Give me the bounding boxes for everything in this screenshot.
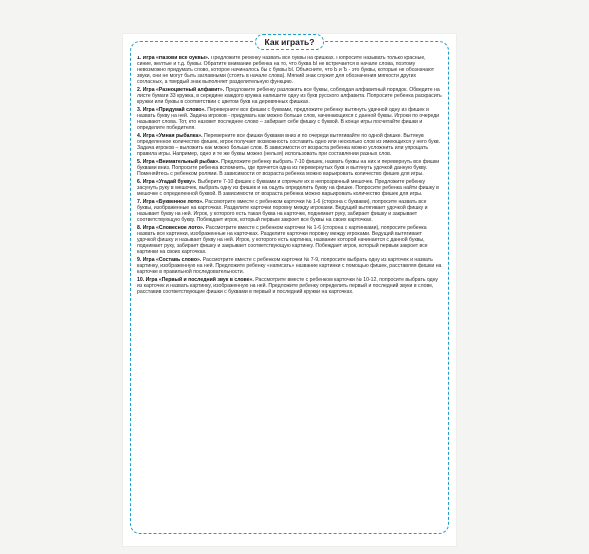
game-text: Предложите ребенку выбрать 7-10 фишек, назвать буквы на них и перевернуть все фишки буквами вниз. Попросите ребенка вспомнить, где прячется одна из перевернутых букв и вытянуть удочкой данную букву. Поменяйтесь с ребенком ролями. В зависимости от возраста ребенка можно варьировать количество фишек для игры. <box>137 159 440 177</box>
game-heading: 1. Игра «Назови все буквы». <box>137 56 210 61</box>
game-text: Выберите 7-10 фишек с буквами и спрячьте их в непрозрачный мешочек. Предложите ребенку засунуть руку в мешочек, выбрать одну из фишек и на ощупь определить букву на фишке. Попросите ребенка найти фишку в мешочке с определенной буквой. В зависимости от возраста ребенка можно варьировать количество фишек для игры. <box>137 179 439 197</box>
dashed-frame <box>130 37 449 534</box>
game-heading: 2. Игра «Разноцветный алфавит». <box>137 86 225 93</box>
game-heading: 3. Игра «Придумай слово». <box>137 107 206 113</box>
game-4 <box>137 134 442 158</box>
game-text: Переверните все фишки буквами вниз и по очереди вытягивайте по одной фишке. Вытянув определенное количество фишек, игрок получает возможность составить одно или несколько слов из имеющихся у него букв. Задача игроков – выложить как можно больше слов. В зависимости от возраста ребенка можно усложнить или упрощать правила игры. Например, одно и те же буквы можно (нельзя) использовать при составлении разных слов. <box>137 133 441 157</box>
instruction-sheet <box>123 34 456 546</box>
game-10 <box>137 278 442 296</box>
game-heading: 6. Игра «Угадай букву». <box>137 179 197 186</box>
games-list <box>137 56 442 527</box>
game-text: Рассмотрите вместе с ребенком карточки № 10-12, попросите выбрать одну из карточек и назвать картинку, изображенную на ней. Предложите ребенку определить первый и последний звуки в слове, расставив соответствующие фишки с буквами в первый и последний кружки на карточках. <box>137 277 438 295</box>
game-heading: 8. Игра «Словесное лото». <box>137 225 205 232</box>
game-7 <box>137 200 442 224</box>
game-text: Рассмотрите вместе с ребенком карточки № 1-6 (сторона с буквами), попросите назвать все буквы, изображенные на карточках. Разделите карточки поровну между игроками. Ведущий вытягивает удочкой фишку и называет букву на ней. Игрок, у которого есть такая буква на карточке, поднимает руку, забирает фишку и закрывает соответствующую букву. Побеждает игрок, который первым закроет все буквы на своих карточках. <box>137 199 428 223</box>
game-text: Переверните все фишки с буквами, предложите ребенку вытянуть удачной одну из фишек и назвать букву на ней. Задача игроков - придумать как можно больше слов, начинающихся с данной буквы. Игроки по очереди называют слова. Тот, кто назовет последнее слово – забирает себе фишку с буквой. В конце игры посчитайте фишки и определите победителя. <box>137 107 440 131</box>
game-text: Предложите ребенку разложить все буквы, соблюдая алфавитный порядок. Обведите на листе бумаги 33 кружка, в середине каждого кружка напишите одну из букв русского алфавита. Попросите ребенка раскрасить кружки или буквы в соответствии с цветом букв на деревянных фишках. <box>137 86 442 105</box>
game-5 <box>137 160 442 178</box>
game-9 <box>137 258 442 276</box>
game-8 <box>137 226 442 256</box>
sheet-title: Как играть? <box>255 34 325 50</box>
game-3 <box>137 108 442 132</box>
game-heading: 9. Игра «Составь слово». <box>137 257 202 264</box>
game-heading: 4. Игра «Умная рыбалка». <box>137 133 203 139</box>
game-heading: 7. Игра «Буквенное лото». <box>137 199 204 206</box>
game-text: Рассмотрите вместе с ребенком карточки № 1-6 (сторона с картинками), попросите ребенка назвать все картинки, изображенные на карточках. Разделите карточки поровну между игроками. Ведущий вытягивает удочкой фишку и называет букву на ней. Игрок, у которого есть картинка, название которой начинается с данной буквы, поднимает руку, забирает фишку и закрывает соответствующую картинку. Побеждает игрок, который первым закроет все картинки на своих карточках. <box>137 225 428 255</box>
game-text: Рассмотрите вместе с ребенком карточки № 7-9, попросите выбрать одну из карточек и назвать картинку, изображенную на ней. Предложите ребенку «написать» название картинки с помощью фишек, расставляя фишки на карточке в правильной последовательности. <box>137 257 442 275</box>
game-6 <box>137 180 442 198</box>
game-1 <box>137 56 442 86</box>
game-text: Предложите ребенку назвать все буквы на фишках. Попросите называть только красные, синие, желтые и т.д. буквы. Обратите внимание ребенка на то, что буква Ы не встречается в начале слова, поэтому невозможно придумать слово, которое начиналось бы с буквы Ы. Объясните, что Ь и Ъ - это буквы, которые не обозначают звуки, они не могут быть заглавными (стоять в начале слова). Мягкий знак служит для обозначения мягкости других согласных, а твердый знак выполняет разделительную функцию. <box>137 56 435 85</box>
game-heading: 5. Игра «Внимательный рыбак». <box>137 159 220 165</box>
game-heading: 10. Игра «Первый и последний звук в слове». <box>137 277 254 284</box>
game-2 <box>137 88 442 106</box>
